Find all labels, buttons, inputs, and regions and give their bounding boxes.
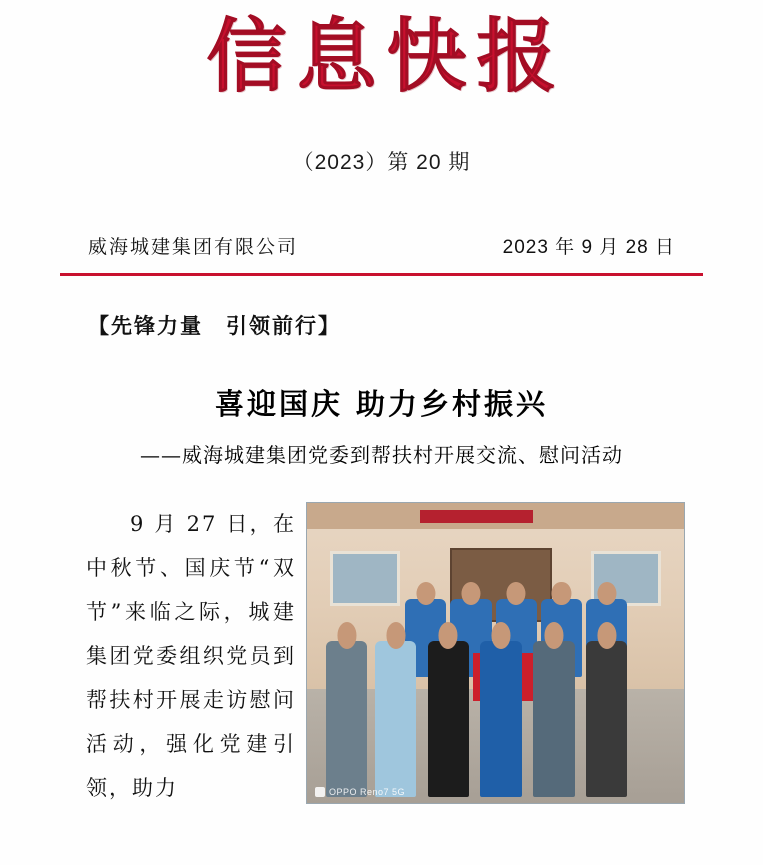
photo-person-head bbox=[544, 622, 563, 649]
article-paragraph: 9 月 27 日，在中秋节、国庆节“双节”来临之际，城建集团党委组织党员到帮扶村开展走访慰问活动，强化党建引领，助力 bbox=[86, 512, 296, 800]
photo-red-banner bbox=[420, 510, 533, 523]
photo-watermark-text: OPPO Reno7 5G bbox=[329, 787, 406, 797]
photo-person bbox=[480, 641, 521, 797]
photo-person-head bbox=[597, 582, 616, 605]
article-text-column bbox=[86, 502, 296, 810]
photo-person bbox=[375, 641, 416, 797]
section-tag: 【先锋力量 引领前行】 bbox=[88, 313, 341, 338]
photo-person-head bbox=[461, 582, 480, 605]
photo-person-head bbox=[597, 622, 616, 649]
photo-person-head bbox=[386, 622, 405, 649]
issue-number: （2023）第 20 期 bbox=[292, 151, 471, 174]
photo-person-head bbox=[492, 622, 511, 649]
photo-window-left bbox=[330, 551, 400, 605]
masthead-title: 信息快报 bbox=[206, 9, 567, 103]
photo-person-head bbox=[416, 582, 435, 605]
photo-person-head bbox=[507, 582, 526, 605]
photo-person bbox=[326, 641, 367, 797]
article-headline: 喜迎国庆 助力乡村振兴 bbox=[214, 387, 549, 421]
photo-watermark bbox=[315, 787, 405, 797]
camera-icon bbox=[315, 787, 325, 797]
photo-person-head bbox=[439, 622, 458, 649]
meta-row bbox=[0, 232, 763, 259]
photo-person bbox=[533, 641, 574, 797]
organization-name: 威海城建集团有限公司 bbox=[88, 237, 299, 258]
article-body-area bbox=[0, 502, 763, 810]
photo-person-head bbox=[337, 622, 356, 649]
article-subheadline: ——威海城建集团党委到帮扶村开展交流、慰问活动 bbox=[140, 443, 623, 467]
publication-date: 2023 年 9 月 28 日 bbox=[502, 237, 675, 258]
article-photo bbox=[306, 502, 685, 804]
photo-person bbox=[428, 641, 469, 797]
header-divider bbox=[60, 273, 703, 276]
photo-person-head bbox=[552, 582, 571, 605]
masthead bbox=[0, 0, 763, 103]
photo-person bbox=[586, 641, 627, 797]
